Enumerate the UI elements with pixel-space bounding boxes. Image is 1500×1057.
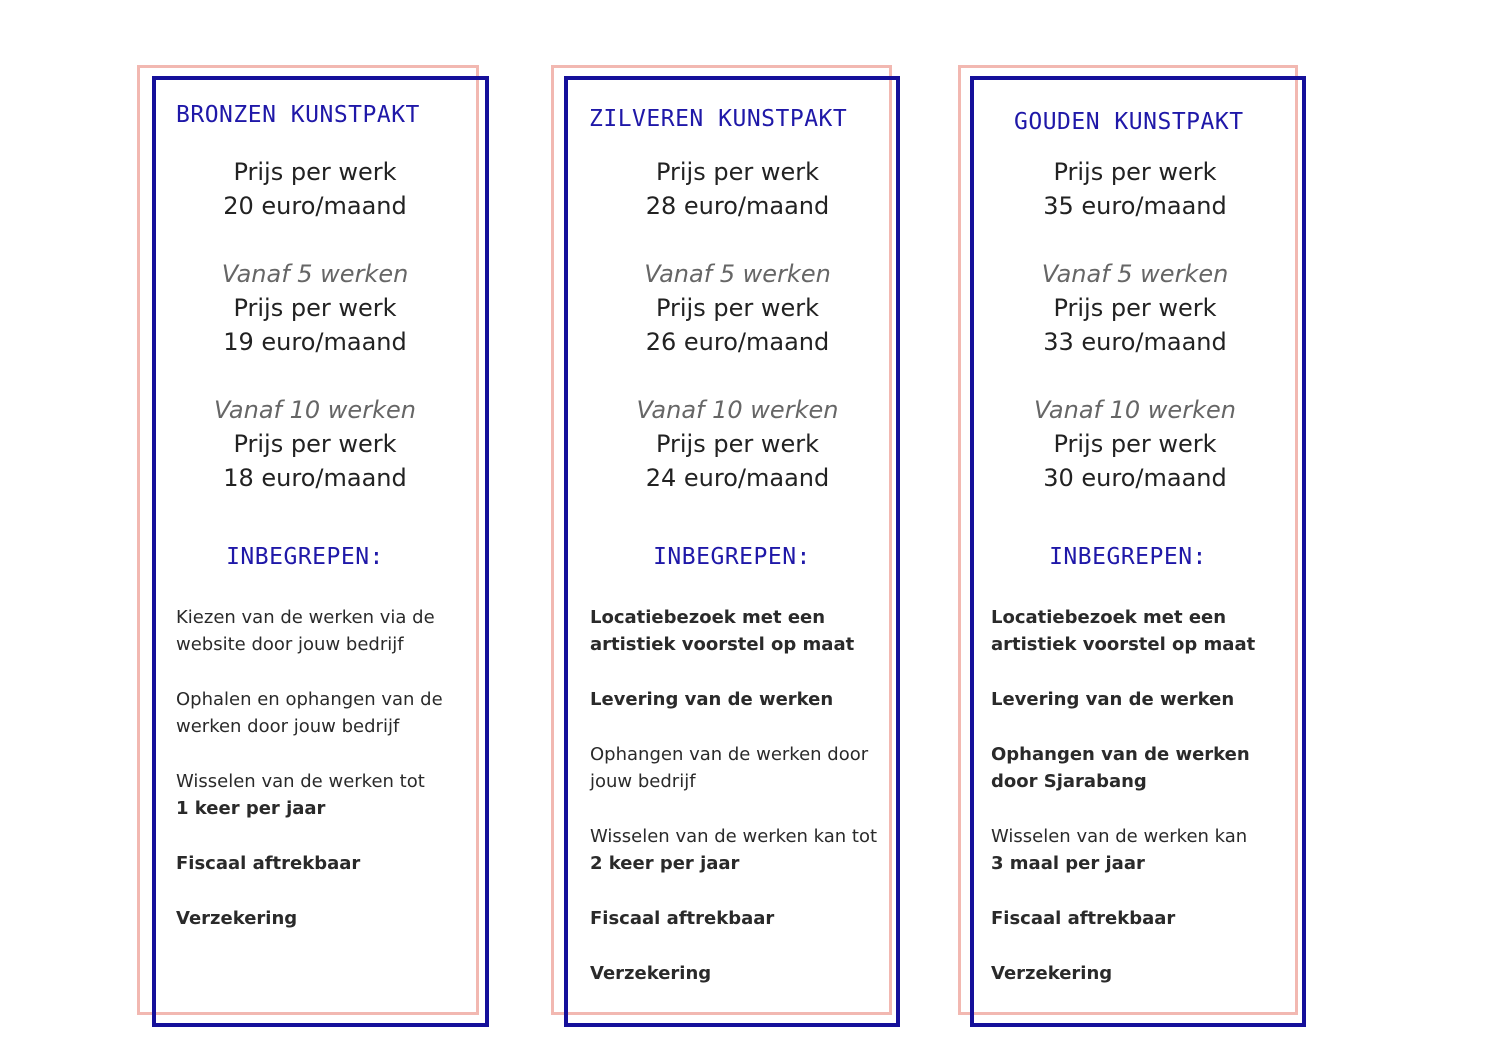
list-item: Fiscaal aftrekbaar [590,908,775,929]
tier-label: Vanaf 10 werken [1034,396,1236,424]
price-label: Prijs per werk [233,294,397,322]
list-item: Fiscaal aftrekbaar [176,853,361,874]
included-title: INBEGREPEN: [226,544,384,570]
price-block [585,155,890,495]
list-item: Locatiebezoek met een artistiek voorstel op maat [991,607,1256,655]
price-value: 30 euro/maand [1043,464,1227,492]
included-title: INBEGREPEN: [1049,544,1207,570]
package-title: GOUDEN KUNSTPAKT [1014,109,1244,135]
price-label: Prijs per werk [655,294,820,322]
price-value: 20 euro/maand [223,192,407,220]
list-item: Levering van de werken [991,689,1235,710]
list-item: Ophalen en ophangen van de werken door jouw bedrijf [176,689,443,737]
tier-label: Vanaf 5 werken [221,260,409,288]
list-item: Verzekering [590,963,712,984]
list-item: Verzekering [991,963,1113,984]
price-label: Prijs per werk [1053,430,1217,458]
tier-label: Vanaf 10 werken [636,396,839,424]
list-item: Ophangen van de werken door jouw bedrijf [590,744,869,792]
price-label: Prijs per werk [233,158,397,186]
price-label: Prijs per werk [655,430,820,458]
price-label: Prijs per werk [655,158,820,186]
included-title: INBEGREPEN: [653,544,811,570]
price-value: 19 euro/maand [223,328,407,356]
list-item: Wisselen van de werken kan 3 maal per jaar [991,826,1248,874]
included-list [590,604,886,1015]
package-title: ZILVEREN KUNSTPAKT [589,106,848,132]
list-item: Ophangen van de werken door Sjarabang [991,744,1250,792]
price-block [165,155,465,495]
price-value: 24 euro/maand [645,464,830,492]
price-label: Prijs per werk [1053,294,1217,322]
price-label: Prijs per werk [233,430,397,458]
list-item: Verzekering [176,908,298,929]
list-item: Wisselen van de werken tot 1 keer per jaar [176,771,425,819]
included-list [176,604,466,960]
price-value: 33 euro/maand [1043,328,1227,356]
included-list [991,604,1287,1015]
tier-label: Vanaf 5 werken [1041,260,1229,288]
list-item: Fiscaal aftrekbaar [991,908,1176,929]
tier-label: Vanaf 5 werken [644,260,831,288]
price-value: 18 euro/maand [223,464,407,492]
list-item: Kiezen van de werken via de website door jouw bedrijf [176,607,435,655]
price-block [985,155,1285,495]
price-value: 35 euro/maand [1043,192,1227,220]
package-title: BRONZEN KUNSTPAKT [176,102,420,128]
list-item: Levering van de werken [590,689,834,710]
price-value: 28 euro/maand [645,192,830,220]
tier-label: Vanaf 10 werken [214,396,416,424]
list-item: Wisselen van de werken kan tot 2 keer per jaar [590,826,878,874]
list-item: Locatiebezoek met een artistiek voorstel op maat [590,607,855,655]
price-value: 26 euro/maand [645,328,830,356]
price-label: Prijs per werk [1053,158,1217,186]
